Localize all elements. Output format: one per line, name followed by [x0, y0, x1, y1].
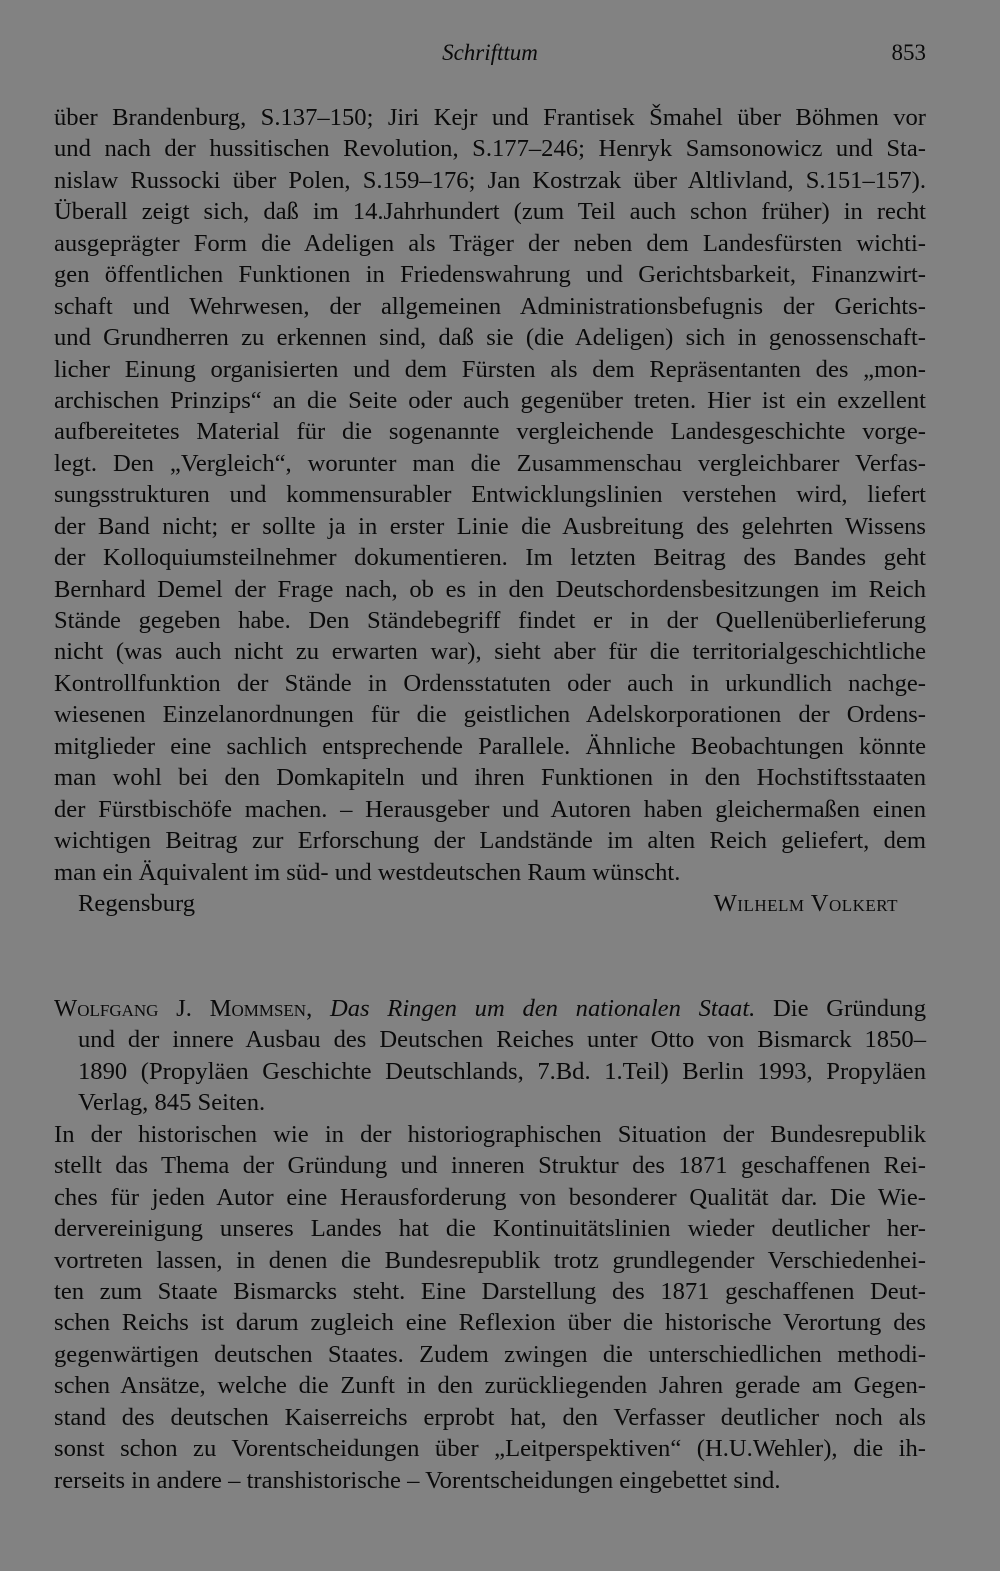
book-citation — [54, 993, 926, 1119]
page-header — [54, 40, 926, 74]
reviewer-name: Wilhelm Volkert — [713, 889, 898, 917]
text-line: archischen Prinzips“ an die Seite oder auch gegenüber treten. Hier ist ein exzellent — [54, 386, 926, 414]
text-line: nicht (was auch nicht zu erwarten war), sieht aber für die territorialgeschichtliche — [54, 638, 926, 666]
text-line: licher Einung organisierten und dem Fürsten als dem Repräsentanten des „mon- — [54, 355, 926, 383]
text-line: der Band nicht; er sollte ja in erster Linie die Ausbreitung des gelehrten Wissens — [54, 512, 926, 540]
text-line: rerseits in andere – transhistorische – Vorentscheidungen eingebettet sind. — [54, 1466, 781, 1494]
book-title: Das Ringen um den nationalen Staat. — [329, 995, 756, 1022]
citation-line — [54, 993, 926, 1024]
text-line: schen Reichs ist darum zugleich eine Reflexion über die historische Verortung des — [54, 1309, 926, 1337]
text-line: ausgeprägter Form die Adeligen als Träger der neben dem Landesfürsten wichti- — [54, 229, 926, 257]
text-line: und nach der hussitischen Revolution, S.177–246; Henryk Samsonowicz und Sta- — [54, 135, 926, 163]
review-signature — [54, 888, 926, 919]
citation-line: 1890 (Propyläen Geschichte Deutschlands, 7.Bd. 1.Teil) Berlin 1993, Propyläen — [78, 1057, 926, 1085]
book-author: Wolfgang J. Mommsen, — [54, 995, 313, 1022]
text-line: schen Ansätze, welche die Zunft in den zurückliegenden Jahren gerade am Gegen- — [54, 1372, 926, 1400]
text-line: Stände gegeben habe. Den Ständebegriff findet er in der Quellenüberlieferung — [54, 607, 926, 634]
page-number: 853 — [891, 40, 926, 65]
text-line: legt. Den „Vergleich“, worunter man die Zusammenschau vergleichbarer Verfas- — [54, 449, 926, 477]
text-line: über Brandenburg, S.137–150; Jiri Kejr und Frantisek Šmahel über Böhmen vor — [54, 104, 926, 131]
review-place: Regensburg — [78, 889, 196, 917]
text-line: man wohl bei den Domkapiteln und ihren Funktionen in den Hochstiftsstaaten — [54, 764, 926, 792]
text-line: man ein Äquivalent im süd- und westdeutschen Raum wünscht. — [54, 858, 681, 886]
text-line: wiesenen Einzelanordnungen für die geistlichen Adelskorporationen der Ordens- — [54, 701, 926, 729]
text-line: ches für jeden Autor eine Herausforderung von besonderer Qualität dar. Die Wie- — [54, 1183, 926, 1211]
text-line: Bernhard Demel der Frage nach, ob es in den Deutschordensbesitzungen im Reich — [54, 575, 926, 603]
text-line: sonst schon zu Vorentscheidungen über „Leitperspektiven“ (H.U.Wehler), die ih- — [54, 1435, 926, 1463]
text-line: Überall zeigt sich, daß im 14.Jahrhundert (zum Teil auch schon früher) in recht — [54, 198, 926, 226]
text-line: stand des deutschen Kaiserreichs erprobt hat, den Verfasser deutlicher noch als — [54, 1403, 926, 1431]
text-line: wichtigen Beitrag zur Erforschung der Landstände im alten Reich geliefert, dem — [54, 827, 926, 855]
text-line: vortreten lassen, in denen die Bundesrepublik trotz grundlegender Verschiedenhei- — [54, 1246, 926, 1274]
text-line: der Kolloquiumsteilnehmer dokumentieren. Im letzten Beitrag des Bandes geht — [54, 544, 926, 572]
text-line: dervereinigung unseres Landes hat die Kontinuitätslinien wieder deutlicher her- — [54, 1215, 926, 1243]
text-line: Kontrollfunktion der Stände in Ordensstatuten oder auch in urkundlich nachge- — [54, 669, 926, 697]
citation-line: Verlag, 845 Seiten. — [78, 1089, 266, 1117]
running-head: Schrifttum — [442, 40, 538, 65]
text-line: sungsstrukturen und kommensurabler Entwicklungslinien verstehen wird, liefert — [54, 481, 926, 509]
text-line: nislaw Russocki über Polen, S.159–176; Jan Kostrzak über Altlivland, S.151–157). — [54, 166, 926, 194]
text-line: mitglieder eine sachlich entsprechende Parallele. Ähnliche Beobachtungen könnte — [54, 732, 926, 760]
text-line: der Fürstbischöfe machen. – Herausgeber und Autoren haben gleichermaßen einen — [54, 795, 926, 823]
review-1-body — [54, 102, 926, 919]
citation-line: und der innere Ausbau des Deutschen Reiches unter Otto von Bismarck 1850– — [78, 1026, 926, 1054]
text-line: In der historischen wie in der historiographischen Situation der Bundesrepublik — [54, 1120, 926, 1148]
review-2 — [54, 993, 926, 1496]
book-subtitle: Die Gründung — [773, 995, 926, 1022]
text-line: schaft und Wehrwesen, der allgemeinen Administrationsbefugnis der Gerichts- — [54, 292, 926, 320]
text-line: und Grundherren zu erkennen sind, daß sie (die Adeligen) sich in genossenschaft- — [54, 324, 926, 352]
text-line: stellt das Thema der Gründung und inneren Struktur des 1871 geschaffenen Rei- — [54, 1152, 926, 1180]
text-line: gegenwärtigen deutschen Staates. Zudem zwingen die unterschiedlichen methodi- — [54, 1340, 926, 1368]
text-line: gen öffentlichen Funktionen in Friedenswahrung und Gerichtsbarkeit, Finanzwirt- — [54, 261, 926, 289]
review-2-body — [54, 1119, 926, 1496]
text-line: aufbereitetes Material für die sogenannte vergleichende Landesgeschichte vorge- — [54, 418, 926, 446]
text-line: ten zum Staate Bismarcks steht. Eine Darstellung des 1871 geschaffenen Deut- — [54, 1277, 926, 1305]
